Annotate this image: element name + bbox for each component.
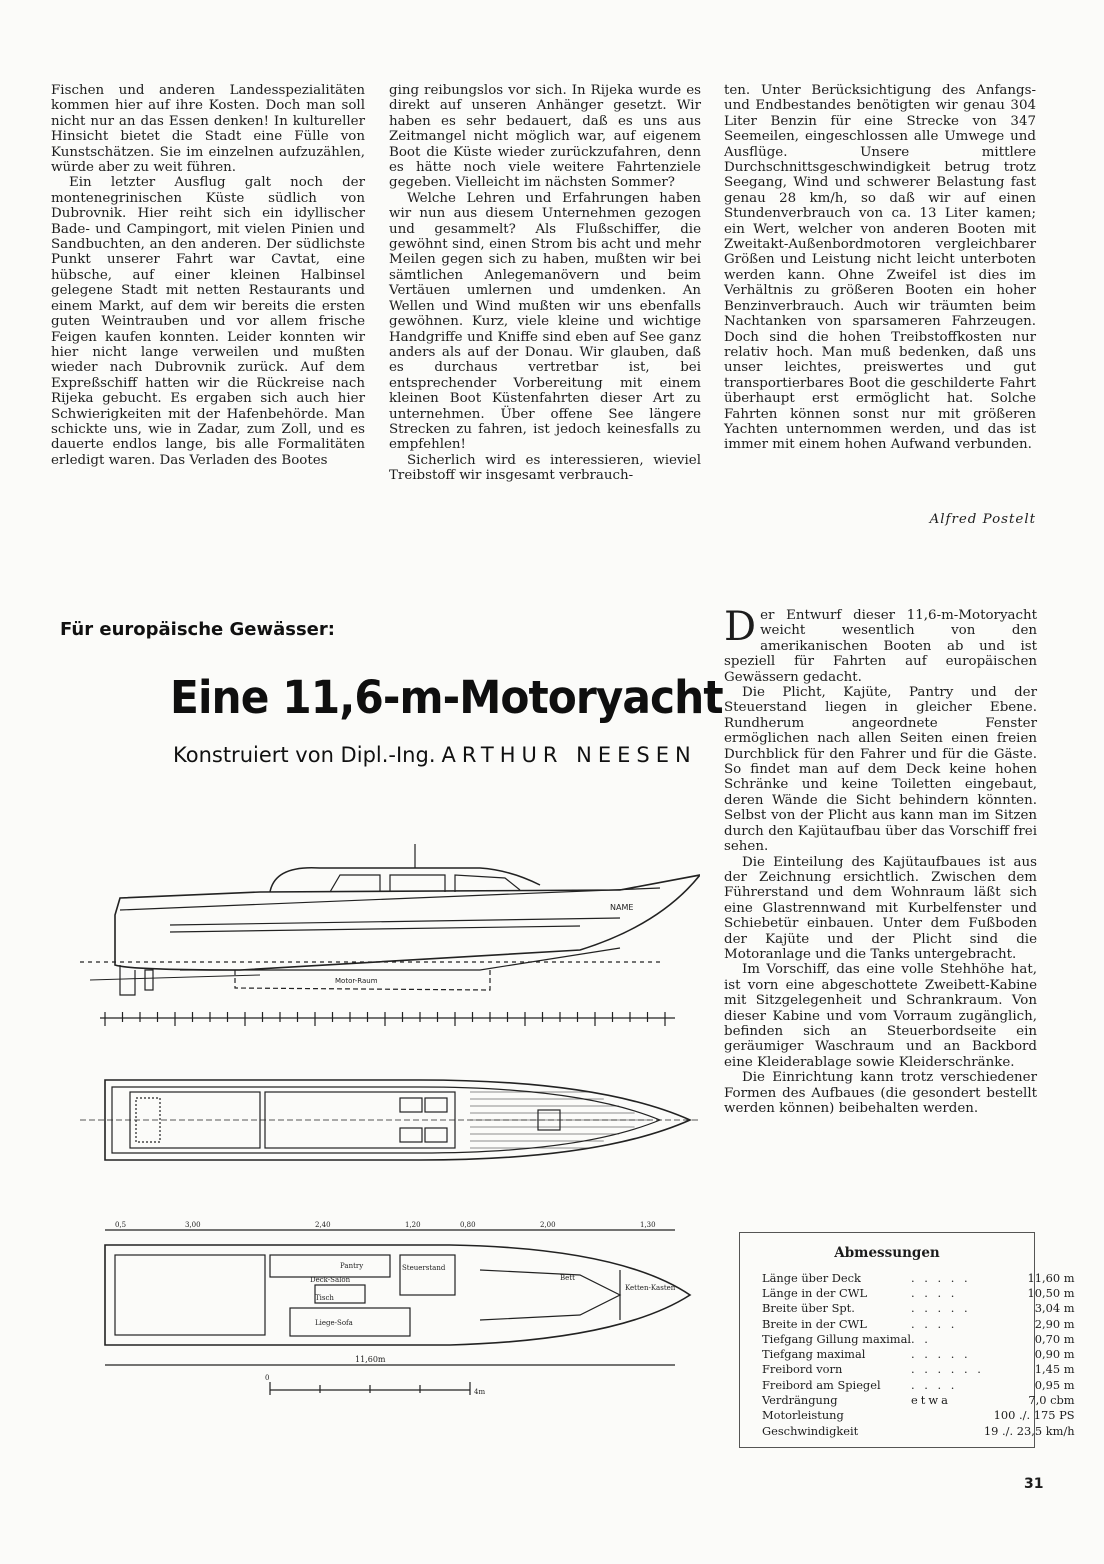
prev-article-column-1: [51, 83, 365, 468]
spec-dots: . . . .: [911, 1377, 958, 1392]
paragraph: Die Plicht, Kajüte, Pantry und der Steuerstand liegen in gleicher Ebene. Rundherum angeordnete Fenster ermöglichen nach allen Seiten einen freien Durchblick für den Fahrer und für die Gäste. So findet man auf dem Deck keine hohen Schränke und keine Toiletten eingebaut, deren Wände die Sicht behindern könnten. Selbst von der Plicht aus kann man im Sitzen durch den Kajütaufbau über das Vorschiff frei sehen.: [724, 685, 1037, 855]
dim-label: 0,5: [115, 1221, 127, 1229]
deck-salon-label: Deck-Salon: [310, 1276, 351, 1284]
cabin-roof: [270, 868, 540, 892]
interior-outline: [105, 1245, 690, 1345]
spec-value: 11,60 m: [1027, 1270, 1075, 1285]
rudder: [120, 965, 135, 995]
spec-row: [762, 1423, 1075, 1438]
station-ruler: [100, 1012, 675, 1026]
spec-label: Motorleistung: [762, 1408, 844, 1423]
dim-label: 2,00: [540, 1221, 556, 1229]
cabin-window: [455, 875, 520, 892]
prev-article-column-2: [389, 83, 701, 484]
dim-label: 0,80: [460, 1221, 476, 1229]
spec-label: Breite über Spt.: [762, 1301, 855, 1316]
spec-row: [762, 1316, 1075, 1331]
paragraph: Die Einrichtung kann trotz verschiedener Formen des Aufbaues (die gesondert bestellt werden können) beibehalten werden.: [724, 1070, 1037, 1116]
hull-outline: [115, 875, 700, 970]
spec-label: Tiefgang Gillung maximal: [762, 1331, 912, 1346]
aft-berth: [115, 1255, 265, 1335]
spec-dots: . . . .: [911, 1285, 958, 1300]
spec-row: [762, 1301, 1075, 1316]
cockpit: [130, 1092, 260, 1148]
window-plan: [425, 1128, 447, 1142]
interior-layout-drawing: [105, 1245, 690, 1345]
cabin-window: [390, 875, 445, 892]
scale-end-label: 4m: [474, 1388, 486, 1396]
spec-value: 1,45 m: [1034, 1362, 1075, 1377]
spec-dots: . .: [911, 1331, 931, 1346]
spec-dots: etwa: [911, 1393, 951, 1408]
spec-dots: . . . .: [911, 1316, 958, 1331]
article-kicker: Für europäische Gewässer:: [60, 619, 335, 640]
article-title: Eine 11,6-m-Motoryacht: [170, 671, 723, 724]
byline-prefix: Konstruiert von Dipl.-Ing.: [173, 743, 436, 767]
deck-plan-drawing: [80, 1080, 700, 1160]
motor-room-label: Motor-Raum: [335, 977, 378, 985]
spec-label: Freibord vorn: [762, 1362, 843, 1377]
spec-row: [762, 1346, 1075, 1361]
spec-value: 3,04 m: [1034, 1301, 1075, 1316]
paragraph: Sicherlich wird es interessieren, wieviel Treibstoff wir insgesamt verbrauch-: [389, 452, 701, 484]
spec-value: 0,70 m: [1034, 1331, 1075, 1346]
spec-row: [762, 1331, 1075, 1346]
paragraph: Ein letzter Ausflug galt noch der montenegrinischen Küste südlich von Dubrovnik. Hier reiht sich ein idyllischer Bade- und Campingort, mit vielen Pinien und Sandbuchten, an den anderen. Der südlichste Punkt unserer Fahrt war Cavtat, eine hübsche, auf einer kleinen Halbinsel gelegene Stadt mit netten Restaurants und einem Markt, auf dem wir bereits die ersten guten Weintrauben und vor allem frische Feigen kaufen konnten. Leider konnten wir hier nicht lange verweilen und mußten wieder nach Dubrovnik zurück. Auf dem Expreßschiff hatten wir die Rückreise nach Rijeka gebucht. Es ergaben sich auch hier Schwierigkeiten mit der Hafenbehörde. Man schickte uns, wie in Zadar, zum Zoll, und es dauerte endlos lange, bis alle Formalitäten erledigt waren. Das Verladen des Bootes: [51, 175, 365, 468]
window-plan: [400, 1128, 422, 1142]
specifications-box: [739, 1232, 1075, 1448]
spec-label: Länge über Deck: [762, 1270, 861, 1285]
yacht-technical-drawings: [60, 830, 700, 1490]
author-signature: Alfred Postelt: [929, 512, 1036, 527]
window-plan: [425, 1098, 447, 1112]
pantry-label: Pantry: [340, 1262, 364, 1270]
spec-label: Tiefgang maximal: [762, 1347, 866, 1362]
specs-title: Abmessungen: [834, 1245, 940, 1261]
cabin-window: [330, 875, 380, 892]
length-and-scale: [105, 1355, 675, 1396]
spec-value: 0,95 m: [1034, 1377, 1075, 1392]
spec-value: 100 ./. 175 PS: [993, 1408, 1075, 1423]
paragraph: ten. Unter Berücksichtigung des Anfangs- und Endbestandes benötigten wir genau 304 Liter Benzin für eine Strecke von 347 Seemeilen, eingeschlossen alle Umwege und Ausflüge. Unsere mittlere Durchschnittsgeschwindigkeit betrug trotz Seegang, Wind und schwerer Belastung fast genau 28 km/h, so daß wir auf einen Stundenverbrauch von ca. 13 Liter kamen; ein Wert, welcher von anderen Booten mit Zweitakt-Außenbordmotoren vergleichbarer Größen und Leistung nicht leicht unterboten werden kann. Ohne Zweifel ist dies im Verhältnis zu größeren Booten ein hoher Benzinverbrauch. Auch wir träumten beim Nachtanken von sparsameren Fahrzeugen. Doch sind die hohen Treibstoffkosten nur relativ hoch. Man muß bedenken, daß uns unser leichtes, preiswertes und gut transportierbares Boot die geschilderte Fahrt überhaupt erst ermöglicht hat. Solche Fahrten können sonst nur mit größeren Yachten unternommen werden, und das ist immer mit einem hohen Aufwand verbunden.: [724, 83, 1036, 453]
propeller: [145, 970, 153, 990]
lead-text: er Entwurf dieser 11,6-m-Motoryacht weicht wesentlich von den amerikanischen Booten ab und ist speziell für Fahrten auf europäischen Gewässern gedacht.: [724, 608, 1037, 685]
specs-table: [762, 1270, 1075, 1438]
paragraph: Im Vorschiff, das eine volle Stehhöhe hat, ist vorn eine abgeschottete Zweibett-Kabine mit Sitzgelegenheit und Schrankraum. Von dieser Kabine und vom Vorraum zugänglich, befinden sich an Steuerbordseite ein geräumiger Waschraum und an Backbord eine Kleiderablage sowie Kleiderschränke.: [724, 962, 1037, 1070]
helm-station: [400, 1255, 455, 1295]
window-plan: [400, 1098, 422, 1112]
hull-name-label: NAME: [610, 903, 634, 912]
paragraph: Die Einteilung des Kajütaufbaues ist aus der Zeichnung ersichtlich. Zwischen dem Führerstand und dem Wohnraum läßt sich eine Glastrennwand mit Kurbelfenster und Schiebetür einbauen. Unter dem Fußboden der Kajüte und der Plicht sind die Motoranlage und die Tanks untergebracht.: [724, 854, 1037, 962]
spec-row: [762, 1408, 1075, 1423]
paragraph: ging reibungslos vor sich. In Rijeka wurde es direkt auf unseren Anhänger gesetzt. Wir haben es sehr bedauert, daß es uns aus Zeitmangel nicht möglich war, auf eigenem Boot die Küste wieder zurückzufahren, denn es hätte noch viele weitere Fahrtenziele gegeben. Vielleicht im nächsten Sommer?: [389, 83, 701, 191]
dim-label: 1,30: [640, 1221, 656, 1229]
helm-label: Steuerstand: [402, 1264, 446, 1272]
spec-dots: . . . . .: [911, 1270, 971, 1285]
spec-value: 10,50 m: [1027, 1285, 1075, 1300]
fore-berths: [480, 1270, 620, 1320]
lead-paragraph: [724, 604, 1037, 685]
ruler-ticks: [105, 1012, 665, 1026]
berth-label: Bett: [560, 1274, 575, 1282]
total-length-label: 11,60m: [355, 1355, 386, 1364]
byline-author: ARTHUR NEESEN: [441, 743, 697, 767]
dim-label: 3,00: [185, 1221, 201, 1229]
dimension-line: [105, 1221, 675, 1230]
article-byline: [173, 743, 697, 767]
spec-row: [762, 1285, 1075, 1300]
spec-row: [762, 1362, 1075, 1377]
spec-label: Freibord am Spiegel: [762, 1377, 881, 1392]
paragraph: Welche Lehren und Erfahrungen haben wir nun aus diesem Unternehmen gezogen und gesammelt? Als Flußschiffer, die gewöhnt sind, einen Strom bis acht und mehr Meilen gegen sich zu haben, mußten wir bei sämtlichen Anlegemanövern und beim Vertäuen umlernen und umdenken. An Wellen und Wind mußten wir uns ebenfalls gewöhnen. Kurz, viele kleine und wichtige Handgriffe und Kniffe sind eben auf See ganz anders als auf der Donau. Wir glauben, daß es durchaus vertretbar ist, bei entsprechender Vorbereitung mit einem kleinen Boot Küstenfahrten dieser Art zu unternehmen. Über offene See längere Strecken zu fahren, ist jedoch keinesfalls zu empfehlen!: [389, 190, 701, 453]
rub-rail: [170, 926, 580, 932]
dim-label: 1,20: [405, 1221, 421, 1229]
paragraph: Fischen und anderen Landesspezialitäten kommen hier auf ihre Kosten. Doch man soll nicht nur an das Essen denken! In kultureller Hinsicht bietet die Stadt eine Fülle von Kunstschätzen. Sie im einzelnen aufzuzählen, würde aber zu weit führen.: [51, 83, 365, 176]
drop-cap: D: [724, 604, 757, 650]
spec-dots: . . . . .: [911, 1301, 971, 1316]
article-body-column: [724, 604, 1037, 1116]
spec-value: 19 ./. 23,5 km/h: [983, 1423, 1075, 1438]
spec-dots: . . . . . .: [911, 1362, 984, 1377]
spec-row: [762, 1377, 1075, 1392]
scale-start-label: 0: [265, 1374, 270, 1382]
spec-label: Länge in der CWL: [762, 1285, 868, 1300]
sofa-label: Liege-Sofa: [315, 1319, 353, 1327]
foredeck-planking: [470, 1092, 650, 1148]
table-label: Tisch: [315, 1294, 334, 1302]
spec-value: 0,90 m: [1034, 1347, 1075, 1362]
spec-label: Breite in der CWL: [762, 1316, 867, 1331]
dim-label: 2,40: [315, 1221, 331, 1229]
prev-article-column-3: [724, 83, 1036, 453]
rub-rail: [170, 918, 620, 925]
page-number: 31: [1024, 1476, 1044, 1492]
pantry-block: [270, 1255, 390, 1277]
spec-value: 2,90 m: [1034, 1316, 1075, 1331]
spec-label: Verdrängung: [762, 1393, 838, 1408]
chain-locker-label: Ketten-Kasten: [625, 1284, 676, 1292]
spec-row: [762, 1392, 1075, 1407]
spec-value: 7,0 cbm: [1028, 1393, 1075, 1408]
spec-row: [762, 1270, 1075, 1285]
spec-label: Geschwindigkeit: [762, 1423, 859, 1438]
side-elevation-drawing: [80, 844, 700, 995]
spec-dots: . . . . .: [911, 1347, 971, 1362]
spec-dots: [911, 1408, 984, 1423]
spec-dots: [911, 1423, 984, 1438]
